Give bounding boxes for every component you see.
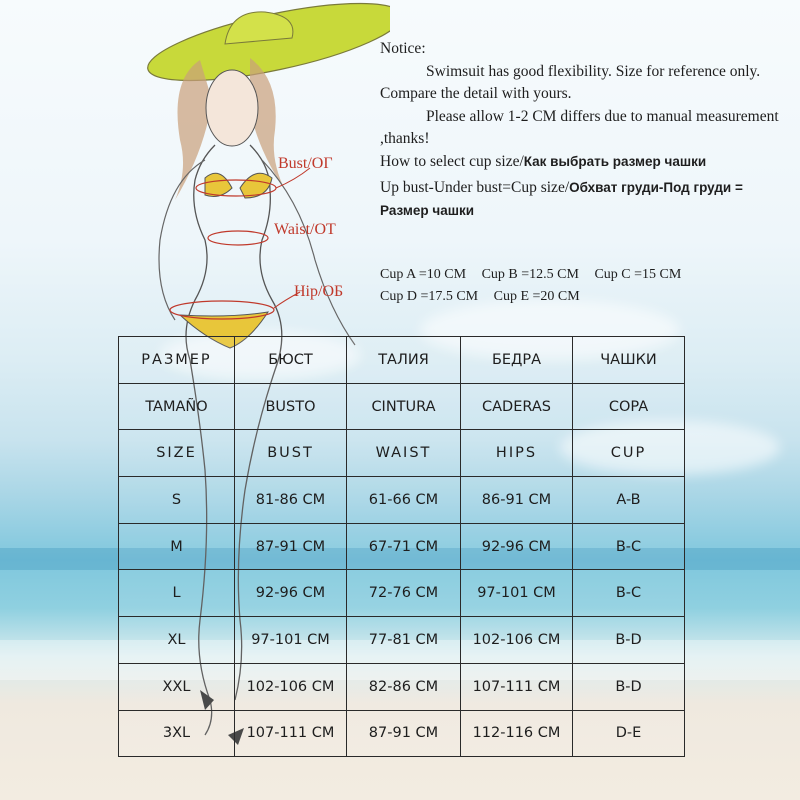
table-row — [119, 710, 685, 757]
size-cell: TAMAÑO — [119, 383, 235, 430]
bust-cell: BUSTO — [235, 383, 347, 430]
cup-formula-ru: Обхват груди-Под груди = Размер чашки — [380, 180, 743, 218]
size-cell: XL — [119, 617, 235, 664]
table-row — [119, 617, 685, 664]
waist-label: Waist/ОТ — [274, 221, 336, 238]
waist-cell: WAIST — [347, 430, 461, 477]
table-header-row — [119, 337, 685, 384]
cup-formula — [380, 177, 790, 222]
bust-cell: 92-96 CM — [235, 570, 347, 617]
table-header-row — [119, 430, 685, 477]
waist-cell: 87-91 CM — [347, 710, 461, 757]
table-row — [119, 477, 685, 524]
cup-row-1 — [380, 264, 693, 286]
hat-crown — [225, 12, 293, 44]
table-row — [119, 663, 685, 710]
waist-cell: 82-86 CM — [347, 663, 461, 710]
bust-cell: 97-101 CM — [235, 617, 347, 664]
hips-cell: CADERAS — [461, 383, 573, 430]
hips-cell: 86-91 CM — [461, 477, 573, 524]
size-cell: M — [119, 523, 235, 570]
bust-label: Bust/ОГ — [278, 155, 333, 172]
cup-cell: COPA — [573, 383, 685, 430]
hips-cell: 107-111 CM — [461, 663, 573, 710]
hips-cell: БЕДРА — [461, 337, 573, 384]
waist-cell: 67-71 CM — [347, 523, 461, 570]
cup-b: Cup B =12.5 CM — [481, 267, 579, 282]
bust-cell: 102-106 CM — [235, 663, 347, 710]
cup-d: Cup D =17.5 CM — [380, 289, 479, 304]
table-header-row — [119, 383, 685, 430]
face — [206, 70, 258, 146]
waist-cell: CINTURA — [347, 383, 461, 430]
notice-line-flexibility: Swimsuit has good flexibility. Size for reference only. Compare the detail with yours. — [380, 62, 761, 102]
waist-cell: 72-76 CM — [347, 570, 461, 617]
size-cell: 3XL — [119, 710, 235, 757]
hips-cell: HIPS — [461, 430, 573, 477]
cup-cell: B-C — [573, 570, 685, 617]
cup-cell: D-E — [573, 710, 685, 757]
cup-size-list — [380, 264, 693, 308]
cup-cell: B-D — [573, 663, 685, 710]
cup-select-ru: Как выбрать размер чашки — [523, 153, 707, 169]
hips-cell: 102-106 CM — [461, 617, 573, 664]
cup-e: Cup E =20 CM — [493, 289, 580, 304]
waist-cell: 61-66 CM — [347, 477, 461, 524]
notice-title: Notice: — [380, 40, 426, 57]
bust-cell: 87-91 CM — [235, 523, 347, 570]
size-cell: SIZE — [119, 430, 235, 477]
bust-cell: 81-86 CM — [235, 477, 347, 524]
cup-cell: ЧАШКИ — [573, 337, 685, 384]
bust-cell: 107-111 CM — [235, 710, 347, 757]
waist-cell: 77-81 CM — [347, 617, 461, 664]
size-table-body — [119, 337, 685, 757]
hip-label: Hip/ОБ — [294, 283, 344, 300]
cup-row-2 — [380, 286, 693, 308]
bikini-top-left — [205, 173, 232, 196]
table-row — [119, 570, 685, 617]
size-cell: L — [119, 570, 235, 617]
size-cell: XXL — [119, 663, 235, 710]
cup-formula-en: Up bust-Under bust=Cup size/ — [380, 179, 570, 196]
size-cell: РАЗМЕР — [119, 337, 235, 384]
cup-a: Cup A =10 CM — [380, 267, 467, 282]
cup-cell: B-C — [573, 523, 685, 570]
notice-block — [380, 38, 790, 222]
cup-select-en: How to select cup size/ — [380, 152, 524, 170]
size-table — [118, 336, 685, 757]
waist-measure-line — [208, 231, 268, 245]
waist-cell: ТАЛИЯ — [347, 337, 461, 384]
size-cell: S — [119, 477, 235, 524]
cup-c: Cup C =15 CM — [594, 267, 682, 282]
bust-cell: БЮСТ — [235, 337, 347, 384]
bust-cell: BUST — [235, 430, 347, 477]
notice-line-measurement: Please allow 1-2 CM differs due to manual measurement ,thanks! — [380, 107, 779, 147]
cup-select-heading — [380, 151, 790, 174]
cup-cell: B-D — [573, 617, 685, 664]
hips-cell: 112-116 CM — [461, 710, 573, 757]
table-row — [119, 523, 685, 570]
hips-cell: 97-101 CM — [461, 570, 573, 617]
cup-cell: CUP — [573, 430, 685, 477]
hips-cell: 92-96 CM — [461, 523, 573, 570]
cup-cell: A-B — [573, 477, 685, 524]
bikini-top-right — [240, 173, 272, 198]
